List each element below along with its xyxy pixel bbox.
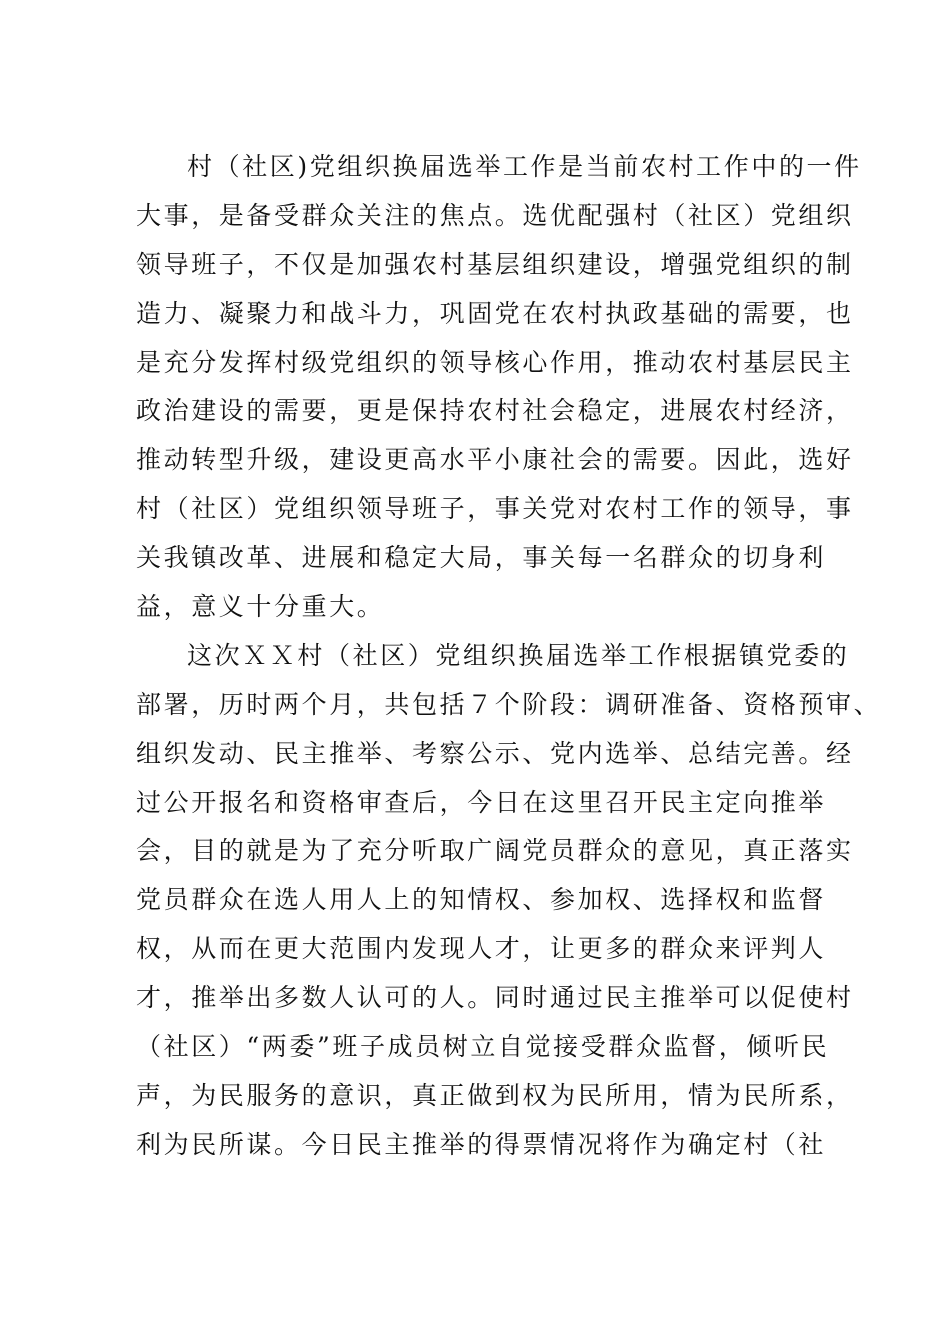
paragraph-line: 这次ＸＸ村（社区）党组织换届选举工作根据镇党委的 (187, 640, 850, 670)
paragraph-line: 才，推举出多数人认可的人。同时通过民主推举可以促使村 (136, 983, 854, 1013)
paragraph-line: 领导班子，不仅是加强农村基层组织建设，增强党组织的制 (136, 249, 854, 279)
paragraph-line: 政治建设的需要，更是保持农村社会稳定，进展农村经济， (136, 396, 854, 426)
paragraph-line: 村（社区）党组织领导班子，事关党对农村工作的领导，事 (136, 494, 854, 524)
paragraph-line: 益，意义十分重大。 (136, 592, 385, 622)
paragraph-line: 会，目的就是为了充分听取广阔党员群众的意见，真正落实 (136, 836, 854, 866)
paragraph-line: 是充分发挥村级党组织的领导核心作用，推动农村基层民主 (136, 347, 854, 377)
paragraph-line: 关我镇改革、进展和稳定大局，事关每一名群众的切身利 (136, 543, 827, 573)
paragraph-2 (136, 632, 882, 1170)
paragraph-line: 大事，是备受群众关注的焦点。选优配强村（社区）党组织 (136, 200, 854, 230)
paragraph-line: 权，从而在更大范围内发现人才，让更多的群众来评判人 (136, 934, 827, 964)
paragraph-line: 部署，历时两个月，共包括７个阶段：调研准备、资格预审、 (136, 689, 882, 719)
paragraph-line: （社区）“两委”班子成员树立自觉接受群众监督，倾听民 (136, 1032, 830, 1062)
paragraph-line: 推动转型升级，建设更高水平小康社会的需要。因此，选好 (136, 445, 854, 475)
document-body (136, 143, 882, 1170)
paragraph-line: 党员群众在选人用人上的知情权、参加权、选择权和监督 (136, 885, 827, 915)
paragraph-line: 过公开报名和资格审查后，今日在这里召开民主定向推举 (136, 787, 827, 817)
paragraph-line: 声，为民服务的意识，真正做到权为民所用，情为民所系， (136, 1080, 854, 1110)
paragraph-1 (136, 143, 862, 632)
paragraph-line: 造力、凝聚力和战斗力，巩固党在农村执政基础的需要，也 (136, 298, 854, 328)
paragraph-line: 村（社区)党组织换届选举工作是当前农村工作中的一件 (187, 152, 862, 181)
paragraph-line: 利为民所谋。今日民主推举的得票情况将作为确定村（社 (136, 1129, 827, 1159)
paragraph-line: 组织发动、民主推举、考察公示、党内选举、总结完善。经 (136, 738, 854, 768)
